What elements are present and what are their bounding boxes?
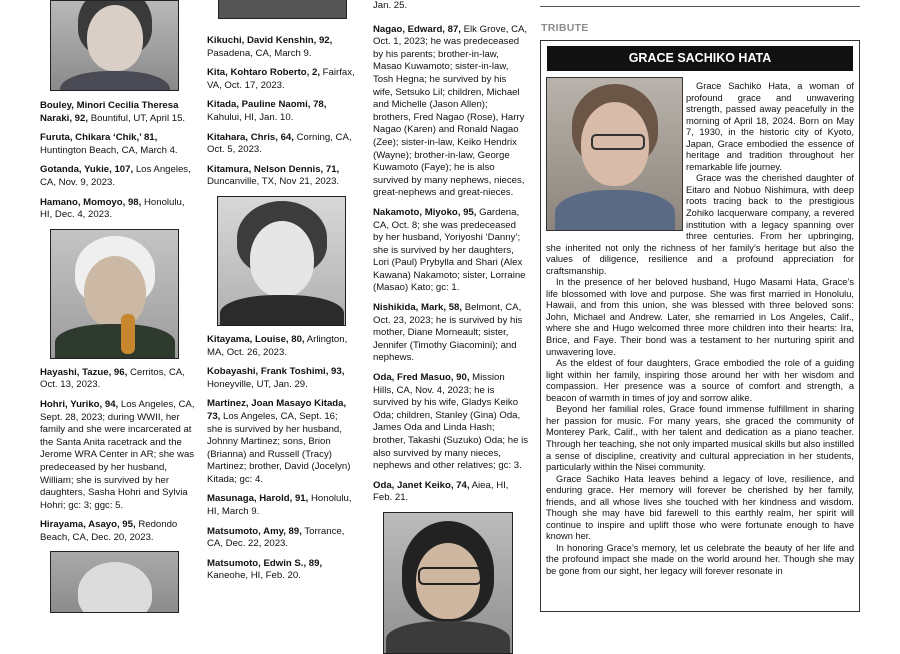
obituary-column-2 xyxy=(207,0,355,590)
obituary-entry: Bouley, Minori Cecilia Theresa Naraki, 92, Bountiful, UT, April 15. xyxy=(40,100,186,124)
obituary-entry: Masunaga, Harold, 91, Honolulu, HI, March 9. xyxy=(207,493,352,518)
obituary-entry: Kitamura, Nelson Dennis, 71, Duncanville, TX, Nov 21, 2023. xyxy=(207,163,340,188)
tribute-paragraph: In the presence of her beloved husband, Hugo Masami Hata, Grace’s life blossomed with love and purpose. She was first married in Honolulu, Hawaii, and from this union, she was blessed with three beloved sons: John, Michael and Andrew. Later, she remarried in Los Angeles, Calif., where she and Hugo welcomed three more children into their hearts: Ira, Brice, and Faye. Their bond was a testament to her nurturing spirit and unwavering love. xyxy=(546,277,854,357)
photo-spacer xyxy=(546,81,686,232)
obituary-column-1 xyxy=(40,0,196,613)
obituary-entry: Nagao, Edward, 87, Elk Grove, CA, Oct. 1, 2023; he was predeceased by his parents; brother-in-law, Masao Kuwamoto; sister-in-law, Tosh Hegna; he survived by his wife, Setsuko Lil; children, Michael and Michelle (Jason Allen); brothers, Fred Nagao (Rose), Harry Nagao (Karen) and Ronald Nagao (Zee); sister-in-law, Keiko Hendrix (Wayne); brother-in-law, George Kuwamoto (Faye); he is also survived by many nephews, nieces, great-nephews and great-nieces. xyxy=(373,23,528,199)
obituary-entry: Matsumoto, Edwin S., 89, Kaneohe, HI, Feb. 20. xyxy=(207,557,323,582)
section-label: TRIBUTE xyxy=(541,22,589,34)
obituary-entry: Hohri, Yuriko, 94, Los Angeles, CA, Sept. 28, 2023; during WWII, her family and she were incarcerated at the Santa Anita racetrack and the Jerome WRA Center in AR; she was predeceased by her husband, William; she is survived by her daughters, Sasha Hohri and Sylvia Hohri; gc: 3; ggc: 5. xyxy=(40,398,195,511)
obituary-photo-woman-glasses-smiling xyxy=(383,512,513,654)
obituary-entry: Oda, Janet Keiko, 74, Aiea, HI, Feb. 21. xyxy=(373,479,509,504)
tribute-paragraph: Grace was the cherished daughter of Eitaro and Nobuo Nishimura, with deep roots tracing back to the prestigious Zohiko lacquerware company, a revered institution with a legacy spanning over three centuries. From her upbringing, she inherited not only the richness of her family’s heritage but also the values of diligence, resilience and a profound appreciation for craftsmanship. xyxy=(546,173,854,276)
obituary-entry: Kobayashi, Frank Toshimi, 93, Honeyville, UT, Jan. 29. xyxy=(207,366,345,390)
obituary-entry: Hirayama, Asayo, 95, Redondo Beach, CA, Dec. 20, 2023. xyxy=(40,519,178,543)
obituary-column-3 xyxy=(373,0,528,654)
obituary-photo-woman-glasses xyxy=(50,0,179,91)
obituary-photo-woman-bw xyxy=(217,196,346,326)
obituary-photo-elderly-woman-lei xyxy=(50,229,179,359)
obituary-entry-continued: Jan. 25. xyxy=(373,0,408,11)
obituary-entry: Martinez, Joan Masayo Kitada, 73, Los Angeles, CA, Sept. 16; she is survived by her husband, Johnny Martinez; sons, Brion (Brianna) and Russell (Tracy) Martinez; brother, David (Jocelyn) Kitada; gc: 4. xyxy=(207,398,351,485)
tribute-paragraph: Beyond her familial roles, Grace found immense fulfillment in sharing her passion for music. For many years, she graced the community of Monterey Park, Calif., with her talent and dedication as a piano teacher. Through her teaching, she not only imparted musical skills but also instilled a sense of discipline, creativity and cultural appreciation in her students, particularly within the Nisei community. xyxy=(546,404,854,473)
obituary-entry: Nishikida, Mark, 58, Belmont, CA, Oct. 23, 2023; he is survived by his mother, Diane Morneault; sister, Jennifer (Timothy Giacomini); and nephews. xyxy=(373,302,523,364)
obituary-entry: Gotanda, Yukie, 107, Los Angeles, CA, Nov. 9, 2023. xyxy=(40,164,191,188)
obituary-entry: Oda, Fred Masuo, 90, Mission Hills, CA, Nov. 4, 2023; he is survived by his wife, Gladys Keiko Oda; children, Stanley (Gina) Oda, James Oda and Linda Hash; brother, Takashi (Suzuko) Oda; he is also survived by many nieces, nephews and other relatives; gc: 3. xyxy=(373,372,529,472)
tribute-body xyxy=(546,81,854,578)
obituary-entry: Hayashi, Tazue, 96, Cerritos, CA, Oct. 13, 2023. xyxy=(40,366,185,391)
tribute-paragraph: Grace Sachiko Hata, a woman of profound grace and unwavering strength, passed away peacefully in the morning of April 18, 2024. Born on May 7, 1930, in the historic city of Kyoto, Japan, Grace embodied the essence of heritage and tradition throughout her remarkable life journey. xyxy=(686,81,854,172)
obituary-entry: Kitayama, Louise, 80, Arlington, MA, Oct. 26, 2023. xyxy=(207,333,348,358)
obituary-entry: Kikuchi, David Kenshin, 92, Pasadena, CA, March 9. xyxy=(207,35,333,59)
obituary-entry: Kitada, Pauline Naomi, 78, Kahului, HI, Jan. 10. xyxy=(207,99,327,123)
tribute-paragraph: In honoring Grace’s memory, let us celebrate the beauty of her life and the profound impact she made on the world around her. Though she may be gone from our sight, her legacy will forever resonate in xyxy=(546,542,854,576)
tribute-paragraph: As the eldest of four daughters, Grace embodied the role of a guiding light within her family, inspiring those around her with her wisdom and compassion. Her presence was a source of comfort and strength, a beacon of warmth in times of joy and sorrow alike. xyxy=(546,358,854,403)
obituary-entry: Furuta, Chikara ‘Chik,’ 81, Huntington Beach, CA, March 4. xyxy=(40,132,178,156)
obituary-entry: Kita, Kohtaro Roberto, 2, Fairfax, VA, Oct. 17, 2023. xyxy=(207,67,355,91)
tribute-title: GRACE SACHIKO HATA xyxy=(547,46,853,71)
obituary-entry: Nakamoto, Miyoko, 95, Gardena, CA, Oct. 8; she was predeceased by her husband, Yoriyoshi ‘Danny’; she is survived by her daughters, Lori (Paul) Prybylla and Shari (Alex Kawana) Nakamoto; sister, Lorraine (Masao) Kato; gc: 1. xyxy=(373,206,526,294)
tribute-paragraph: Grace Sachiko Hata leaves behind a legacy of love, resilience, and enduring grace. Her memory will forever be cherished by her family, friends, and all whose lives she touched with her kindness and wisdom. Though she may have bid farewell to this earthly realm, her spirit will continue to inspire and uplift those who were fortunate enough to have known her. xyxy=(546,473,854,542)
obituary-entry: Kitahara, Chris, 64, Corning, CA, Oct. 5, 2023. xyxy=(207,131,352,156)
obituary-photo-partial xyxy=(50,551,179,613)
obituary-entry: Matsumoto, Amy, 89, Torrance, CA, Dec. 22, 2023. xyxy=(207,525,345,550)
obituary-entry: Hamano, Momoyo, 98, Honolulu, HI, Dec. 4, 2023. xyxy=(40,196,185,221)
obituary-photo-top-partial xyxy=(218,0,347,19)
top-rule xyxy=(540,6,860,7)
